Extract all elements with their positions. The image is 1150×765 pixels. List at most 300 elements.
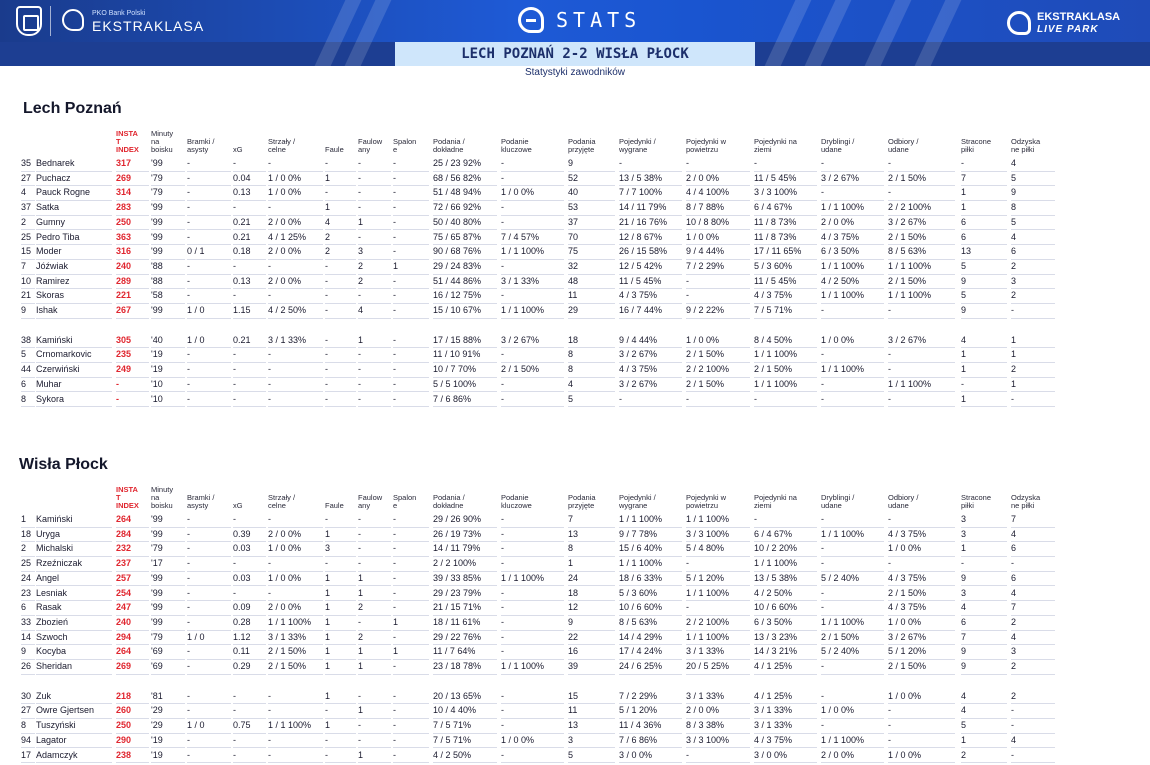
stat-cell: 14 / 11 79% bbox=[619, 201, 682, 216]
column-header-line: Pojedynki na bbox=[754, 137, 797, 146]
stat-cell: 10 / 8 80% bbox=[686, 216, 750, 231]
shirt-number: 44 bbox=[21, 363, 35, 378]
stat-cell: 48 bbox=[568, 275, 615, 290]
stat-cell: 1 / 0 0% bbox=[888, 690, 955, 705]
stat-cell: '99 bbox=[151, 157, 185, 172]
stat-cell: 0 / 1 bbox=[187, 245, 231, 260]
stat-cell: - bbox=[358, 734, 391, 749]
stat-cell: '69 bbox=[151, 660, 185, 675]
stat-cell: 1 / 1 100% bbox=[821, 528, 884, 543]
stat-cell: - bbox=[187, 572, 231, 587]
stat-cell: 20 / 13 65% bbox=[433, 690, 497, 705]
column-header-line: Odbiory / bbox=[888, 137, 919, 146]
stat-cell: - bbox=[325, 734, 356, 749]
stat-cell: '88 bbox=[151, 275, 185, 290]
stat-cell: 1 bbox=[325, 616, 356, 631]
stat-cell: 0.03 bbox=[233, 542, 266, 557]
stat-cell: 9 / 7 78% bbox=[619, 528, 682, 543]
live-park-line1: EKSTRAKLASA bbox=[1037, 11, 1121, 23]
stat-cell: 8 / 5 63% bbox=[888, 245, 955, 260]
stat-cell: - bbox=[187, 260, 231, 275]
stat-cell: - bbox=[821, 690, 884, 705]
stat-cell: 1 / 0 bbox=[187, 304, 231, 319]
stat-cell: - bbox=[268, 363, 323, 378]
stat-cell: 29 / 26 90% bbox=[433, 513, 497, 528]
stat-cell: - bbox=[501, 557, 564, 572]
column-header bbox=[821, 494, 882, 510]
stat-cell: 2 / 0 0% bbox=[686, 172, 750, 187]
stat-cell: 5 bbox=[961, 719, 1007, 734]
stat-cell: 8 / 5 63% bbox=[619, 616, 682, 631]
column-header-line: kluczowe bbox=[501, 145, 532, 154]
stat-cell: - bbox=[393, 275, 429, 290]
column-header bbox=[358, 494, 389, 510]
stat-cell: 9 bbox=[1011, 186, 1055, 201]
stat-cell: '29 bbox=[151, 719, 185, 734]
column-header-line: INDEX bbox=[116, 145, 139, 154]
stat-cell: - bbox=[187, 393, 231, 408]
stat-cell: 9 bbox=[961, 304, 1007, 319]
stat-cell: 1 / 0 0% bbox=[888, 749, 955, 764]
column-header-line: dokładne bbox=[433, 501, 464, 510]
stat-cell: 6 bbox=[961, 231, 1007, 246]
stat-cell: 6 bbox=[1011, 542, 1055, 557]
stat-cell: - bbox=[187, 704, 231, 719]
stat-cell: 5 / 2 40% bbox=[821, 572, 884, 587]
player-name: Michalski bbox=[36, 542, 112, 557]
stat-cell: - bbox=[358, 231, 391, 246]
table-row bbox=[0, 513, 1150, 528]
stat-cell: 17 / 15 88% bbox=[433, 334, 497, 349]
column-header-line: celne bbox=[268, 145, 286, 154]
stat-cell: - bbox=[961, 378, 1007, 393]
column-header-line: wygrane bbox=[619, 501, 648, 510]
stat-cell: - bbox=[888, 557, 955, 572]
stat-cell: 2 / 1 50% bbox=[686, 378, 750, 393]
stat-cell: - bbox=[501, 601, 564, 616]
player-name: Sykora bbox=[36, 393, 112, 408]
shirt-number: 30 bbox=[21, 690, 35, 705]
stat-cell: - bbox=[187, 645, 231, 660]
stat-cell: 1 / 0 0% bbox=[501, 734, 564, 749]
instat-index: 260 bbox=[116, 704, 149, 719]
stat-cell: - bbox=[358, 513, 391, 528]
stat-cell: 3 bbox=[568, 734, 615, 749]
stat-cell: 3 / 2 67% bbox=[888, 216, 955, 231]
table-row bbox=[0, 334, 1150, 349]
column-header-line: na bbox=[151, 137, 160, 146]
shirt-number: 7 bbox=[21, 260, 35, 275]
stat-cell: - bbox=[821, 157, 884, 172]
stat-cell: 29 / 22 76% bbox=[433, 631, 497, 646]
stat-cell: 9 bbox=[961, 572, 1007, 587]
column-header bbox=[619, 138, 680, 154]
stat-cell: - bbox=[268, 157, 323, 172]
stat-cell: 1 bbox=[358, 704, 391, 719]
stat-cell: 22 bbox=[568, 631, 615, 646]
player-name: Moder bbox=[36, 245, 112, 260]
instat-index: 363 bbox=[116, 231, 149, 246]
instat-index: - bbox=[116, 378, 149, 393]
column-header-line: any bbox=[358, 501, 371, 510]
stat-cell: 3 / 3 100% bbox=[686, 734, 750, 749]
stat-cell: 1 bbox=[325, 631, 356, 646]
column-header-line: przyjęte bbox=[568, 145, 595, 154]
column-header bbox=[1011, 494, 1053, 510]
column-header-line: xG bbox=[233, 501, 243, 510]
stat-cell: 15 bbox=[568, 690, 615, 705]
stat-cell: - bbox=[268, 201, 323, 216]
column-header-line: Podania bbox=[568, 137, 596, 146]
instat-index: 294 bbox=[116, 631, 149, 646]
column-header-line: przyjęte bbox=[568, 501, 595, 510]
stat-cell: - bbox=[393, 542, 429, 557]
stat-cell: - bbox=[233, 157, 266, 172]
column-header bbox=[268, 138, 321, 154]
team-name: Lech Poznań bbox=[23, 100, 122, 117]
shirt-number: 1 bbox=[21, 513, 35, 528]
stat-cell: 7 bbox=[961, 172, 1007, 187]
stat-cell: - bbox=[358, 363, 391, 378]
stat-cell: - bbox=[268, 393, 323, 408]
column-header-line: Odbiory / bbox=[888, 493, 919, 502]
player-name: Puchacz bbox=[36, 172, 112, 187]
stat-cell: 13 bbox=[961, 245, 1007, 260]
stat-cell: - bbox=[888, 393, 955, 408]
stat-cell: 1 bbox=[961, 363, 1007, 378]
stat-cell: - bbox=[187, 528, 231, 543]
shirt-number: 35 bbox=[21, 157, 35, 172]
stat-cell: - bbox=[821, 186, 884, 201]
stat-cell: 4 bbox=[1011, 231, 1055, 246]
stat-cell: 4 / 1 25% bbox=[754, 660, 817, 675]
stat-cell: - bbox=[187, 172, 231, 187]
column-header-line: xG bbox=[233, 145, 243, 154]
stat-cell: - bbox=[619, 157, 682, 172]
stat-cell: - bbox=[325, 334, 356, 349]
stat-cell: - bbox=[393, 289, 429, 304]
stat-cell: 1 / 0 0% bbox=[821, 704, 884, 719]
stat-cell: 2 / 0 0% bbox=[268, 216, 323, 231]
table-row bbox=[0, 201, 1150, 216]
column-header bbox=[116, 486, 147, 510]
column-header-line: T bbox=[116, 137, 121, 146]
column-header-line: Podania bbox=[568, 493, 596, 502]
column-header-line: udane bbox=[821, 145, 842, 154]
shirt-number: 23 bbox=[21, 587, 35, 602]
stat-cell: 1 bbox=[961, 393, 1007, 408]
stat-cell: 8 bbox=[1011, 201, 1055, 216]
shirt-number: 9 bbox=[21, 645, 35, 660]
table-row bbox=[0, 645, 1150, 660]
stat-cell: - bbox=[1011, 749, 1055, 764]
stat-cell: 1 bbox=[325, 660, 356, 675]
instat-index: 235 bbox=[116, 348, 149, 363]
stat-cell: - bbox=[686, 749, 750, 764]
stat-cell: - bbox=[268, 587, 323, 602]
stat-cell: 4 / 3 75% bbox=[619, 363, 682, 378]
player-name: Rasak bbox=[36, 601, 112, 616]
stat-cell: 1 bbox=[568, 557, 615, 572]
instat-index: 316 bbox=[116, 245, 149, 260]
player-name: Rzeźniczak bbox=[36, 557, 112, 572]
stat-cell: 39 bbox=[568, 660, 615, 675]
stat-cell: '79 bbox=[151, 631, 185, 646]
stat-cell: 5 / 3 60% bbox=[619, 587, 682, 602]
stat-cell: 1 / 1 100% bbox=[686, 631, 750, 646]
stat-cell: - bbox=[888, 363, 955, 378]
shirt-number: 18 bbox=[21, 528, 35, 543]
stat-cell: - bbox=[821, 601, 884, 616]
stat-cell: - bbox=[501, 157, 564, 172]
stat-cell: 4 bbox=[961, 601, 1007, 616]
shirt-number: 25 bbox=[21, 557, 35, 572]
stat-cell: - bbox=[358, 690, 391, 705]
stat-cell: 1 / 1 100% bbox=[268, 719, 323, 734]
stat-cell: - bbox=[961, 557, 1007, 572]
stat-cell: 4 bbox=[325, 216, 356, 231]
shirt-number: 24 bbox=[21, 572, 35, 587]
column-header-line: udane bbox=[821, 501, 842, 510]
shirt-number: 10 bbox=[21, 275, 35, 290]
stat-cell: 7 / 7 100% bbox=[619, 186, 682, 201]
column-header-line: Pojedynki / bbox=[619, 137, 656, 146]
column-header bbox=[393, 138, 427, 154]
stat-cell: - bbox=[501, 513, 564, 528]
stat-cell: 21 / 16 76% bbox=[619, 216, 682, 231]
table-row bbox=[0, 172, 1150, 187]
stat-cell: - bbox=[358, 528, 391, 543]
stat-cell: 4 / 3 75% bbox=[821, 231, 884, 246]
stat-cell: 20 / 5 25% bbox=[686, 660, 750, 675]
stat-cell: 1 / 1 100% bbox=[821, 289, 884, 304]
table-row bbox=[0, 157, 1150, 172]
column-header-line: na bbox=[151, 493, 160, 502]
stat-cell: 1 bbox=[393, 645, 429, 660]
stat-cell: 2 / 0 0% bbox=[268, 245, 323, 260]
stat-cell: - bbox=[325, 275, 356, 290]
stat-cell: 1.12 bbox=[233, 631, 266, 646]
stat-cell: - bbox=[233, 348, 266, 363]
stat-cell: 1 / 1 100% bbox=[501, 660, 564, 675]
stat-cell: 53 bbox=[568, 201, 615, 216]
stat-cell: - bbox=[501, 616, 564, 631]
column-header-line: kluczowe bbox=[501, 501, 532, 510]
stat-cell: - bbox=[268, 348, 323, 363]
stat-cell: 2 bbox=[1011, 260, 1055, 275]
stat-cell: 2 / 2 100% bbox=[686, 616, 750, 631]
instat-index: 269 bbox=[116, 660, 149, 675]
stat-cell: 10 / 7 70% bbox=[433, 363, 497, 378]
stat-cell: - bbox=[1011, 557, 1055, 572]
stat-cell: 11 / 5 45% bbox=[619, 275, 682, 290]
instat-index: 250 bbox=[116, 719, 149, 734]
column-header-line: e bbox=[393, 501, 398, 510]
stat-cell: - bbox=[233, 704, 266, 719]
stat-cell: 15 / 6 40% bbox=[619, 542, 682, 557]
instat-index: 284 bbox=[116, 528, 149, 543]
stat-cell: 10 / 4 40% bbox=[433, 704, 497, 719]
table-row bbox=[0, 542, 1150, 557]
stat-cell: 3 / 1 33% bbox=[501, 275, 564, 290]
stat-cell: 6 / 3 50% bbox=[754, 616, 817, 631]
stat-cell: '99 bbox=[151, 304, 185, 319]
sponsor-label: PKO Bank Polski bbox=[92, 10, 146, 17]
instat-index: 232 bbox=[116, 542, 149, 557]
stat-cell: - bbox=[1011, 704, 1055, 719]
stat-cell: - bbox=[325, 749, 356, 764]
shirt-number: 2 bbox=[21, 542, 35, 557]
stat-cell: - bbox=[501, 587, 564, 602]
stat-cell: - bbox=[187, 542, 231, 557]
stat-cell: - bbox=[501, 719, 564, 734]
stat-cell: '99 bbox=[151, 572, 185, 587]
stat-cell: 5 bbox=[961, 260, 1007, 275]
stat-cell: 4 bbox=[961, 334, 1007, 349]
instat-index: 221 bbox=[116, 289, 149, 304]
stat-cell: 0.29 bbox=[233, 660, 266, 675]
stat-cell: 4 / 1 25% bbox=[268, 231, 323, 246]
stat-cell: 4 bbox=[1011, 734, 1055, 749]
stat-cell: - bbox=[501, 216, 564, 231]
stat-cell: 1 / 1 100% bbox=[501, 245, 564, 260]
player-name: Ramirez bbox=[36, 275, 112, 290]
shirt-number: 8 bbox=[21, 393, 35, 408]
stat-cell: 11 / 7 64% bbox=[433, 645, 497, 660]
stat-cell: - bbox=[501, 704, 564, 719]
stat-cell: 1 bbox=[358, 572, 391, 587]
stat-cell: 3 / 2 67% bbox=[619, 348, 682, 363]
stat-cell: - bbox=[187, 749, 231, 764]
stat-cell: - bbox=[187, 378, 231, 393]
stat-cell: 1 / 1 100% bbox=[821, 201, 884, 216]
shirt-number: 94 bbox=[21, 734, 35, 749]
stat-cell: 1 bbox=[358, 660, 391, 675]
table-header bbox=[0, 482, 1150, 510]
stat-cell: 1 bbox=[358, 334, 391, 349]
stat-cell: 2 / 1 50% bbox=[686, 348, 750, 363]
stat-cell: 14 / 11 79% bbox=[433, 542, 497, 557]
stat-cell: 9 / 4 44% bbox=[686, 245, 750, 260]
table-row bbox=[0, 186, 1150, 201]
column-header bbox=[233, 146, 264, 154]
stat-cell: - bbox=[187, 557, 231, 572]
stat-cell: 2 / 0 0% bbox=[268, 275, 323, 290]
stat-cell: 6 / 3 50% bbox=[821, 245, 884, 260]
stat-cell: '99 bbox=[151, 528, 185, 543]
stat-cell: - bbox=[233, 363, 266, 378]
stat-cell: '99 bbox=[151, 216, 185, 231]
player-name: Adamczyk bbox=[36, 749, 112, 764]
stat-cell: 26 / 19 73% bbox=[433, 528, 497, 543]
stat-cell: - bbox=[325, 363, 356, 378]
stat-cell: 2 / 1 50% bbox=[821, 631, 884, 646]
stat-cell: - bbox=[393, 201, 429, 216]
stat-cell: - bbox=[1011, 304, 1055, 319]
column-header bbox=[187, 494, 229, 510]
stat-cell: - bbox=[358, 378, 391, 393]
stat-cell: '58 bbox=[151, 289, 185, 304]
shirt-number: 4 bbox=[21, 186, 35, 201]
stat-cell: - bbox=[187, 231, 231, 246]
stat-cell: 7 / 2 29% bbox=[686, 260, 750, 275]
column-header bbox=[501, 138, 562, 154]
stat-cell: 23 / 18 78% bbox=[433, 660, 497, 675]
stat-cell: - bbox=[619, 393, 682, 408]
stat-cell: 1 / 0 0% bbox=[821, 334, 884, 349]
stat-cell: - bbox=[754, 513, 817, 528]
table-row bbox=[0, 704, 1150, 719]
stat-cell: - bbox=[358, 201, 391, 216]
stat-cell: 8 / 7 88% bbox=[686, 201, 750, 216]
stat-cell: '99 bbox=[151, 231, 185, 246]
stat-cell: - bbox=[358, 157, 391, 172]
column-header bbox=[393, 494, 427, 510]
team-name: Wisła Płock bbox=[19, 456, 108, 473]
column-header-line: piłki bbox=[961, 501, 974, 510]
table-row bbox=[0, 393, 1150, 408]
stat-cell: - bbox=[325, 304, 356, 319]
stat-cell: 1 / 0 bbox=[187, 719, 231, 734]
stat-cell: 1 / 1 100% bbox=[268, 616, 323, 631]
column-header-line: Faule bbox=[325, 145, 344, 154]
stat-cell: '79 bbox=[151, 172, 185, 187]
stat-cell: - bbox=[821, 719, 884, 734]
table-row bbox=[0, 660, 1150, 675]
stat-cell: - bbox=[961, 157, 1007, 172]
stat-cell: 3 bbox=[1011, 275, 1055, 290]
stat-cell: - bbox=[325, 157, 356, 172]
stat-cell: 3 bbox=[325, 542, 356, 557]
stat-cell: 0.21 bbox=[233, 216, 266, 231]
stat-cell: - bbox=[233, 201, 266, 216]
stat-cell: 4 bbox=[1011, 631, 1055, 646]
stat-cell: 29 bbox=[568, 304, 615, 319]
column-header bbox=[233, 502, 264, 510]
stat-cell: 4 / 2 50% bbox=[754, 587, 817, 602]
stat-cell: 18 bbox=[568, 587, 615, 602]
stat-cell: 50 / 40 80% bbox=[433, 216, 497, 231]
stat-cell: - bbox=[821, 557, 884, 572]
stat-cell: - bbox=[358, 172, 391, 187]
stat-cell: - bbox=[501, 631, 564, 646]
stat-cell: 1 / 0 0% bbox=[501, 186, 564, 201]
stat-cell: 13 bbox=[568, 719, 615, 734]
stat-cell: 11 / 4 36% bbox=[619, 719, 682, 734]
stat-cell: 13 / 5 38% bbox=[754, 572, 817, 587]
stat-cell: - bbox=[268, 734, 323, 749]
stat-cell: 2 / 1 50% bbox=[888, 275, 955, 290]
stat-cell: 12 / 8 67% bbox=[619, 231, 682, 246]
column-header bbox=[187, 138, 229, 154]
stat-cell: 7 / 4 57% bbox=[501, 231, 564, 246]
stat-cell: - bbox=[821, 587, 884, 602]
table-row bbox=[0, 275, 1150, 290]
column-header bbox=[501, 494, 562, 510]
stat-cell: 5 / 1 20% bbox=[888, 645, 955, 660]
stat-cell: 1 bbox=[358, 749, 391, 764]
stat-cell: 2 / 2 100% bbox=[686, 363, 750, 378]
stat-cell: 6 bbox=[1011, 572, 1055, 587]
table-row bbox=[0, 348, 1150, 363]
table-row bbox=[0, 260, 1150, 275]
stat-cell: 1 bbox=[961, 201, 1007, 216]
shirt-number: 38 bbox=[21, 334, 35, 349]
instat-index: 317 bbox=[116, 157, 149, 172]
league-label: EKSTRAKLASA bbox=[92, 18, 205, 34]
stat-cell: - bbox=[268, 704, 323, 719]
player-name: Zuk bbox=[36, 690, 112, 705]
